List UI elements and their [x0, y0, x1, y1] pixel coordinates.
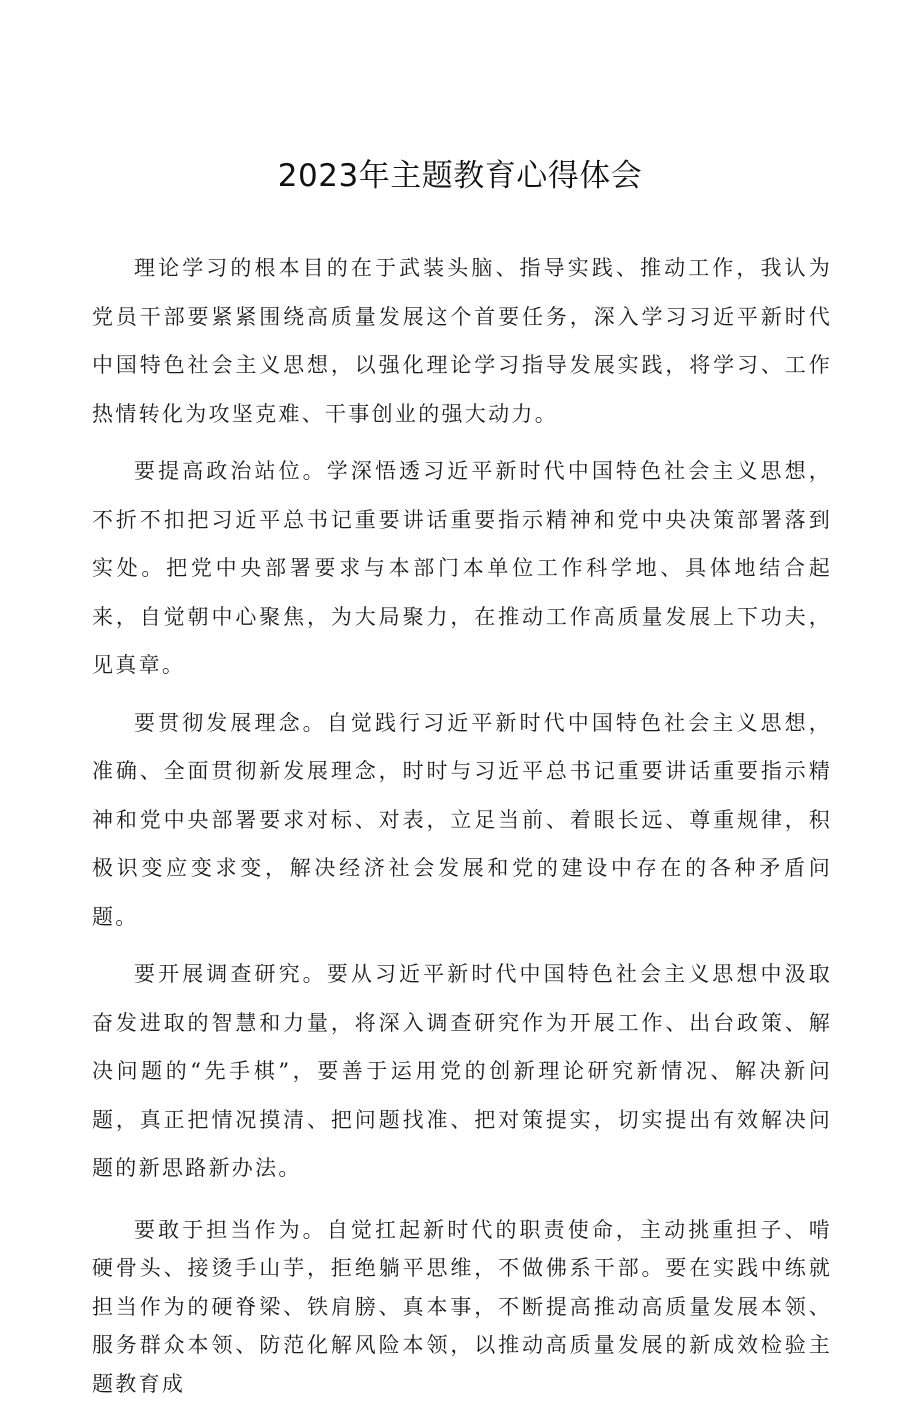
document-title: 2023年主题教育心得体会 [0, 150, 920, 195]
paragraph-responsibility: 要敢于担当作为。自觉扛起新时代的职责使命，主动挑重担子、啃硬骨头、接烫手山芋，拒绝躺平思维，不做佛系干部。要在实践中练就担当作为的硬脊梁、铁肩膀、真本事，不断提高推动高质量发展本领、服务群众本领、防范化解风险本领，以推动高质量发展的新成效检验主题教育成 [92, 1211, 832, 1403]
paragraph-development-philosophy: 要贯彻发展理念。自觉践行习近平新时代中国特色社会主义思想，准确、全面贯彻新发展理念，时时与习近平总书记重要讲话重要指示精神和党中央部署要求对标、对表，立足当前、着眼长远、尊重规律，积极识变应变求变，解决经济社会发展和党的建设中存在的各种矛盾问题。 [92, 699, 832, 942]
paragraph-theory-study: 理论学习的根本目的在于武装头脑、指导实践、推动工作，我认为党员干部要紧紧围绕高质量发展这个首要任务，深入学习习近平新时代中国特色社会主义思想，以强化理论学习指导发展实践，将学习、工作热情转化为攻坚克难、干事创业的强大动力。 [92, 244, 832, 438]
paragraph-investigation-research: 要开展调查研究。要从习近平新时代中国特色社会主义思想中汲取奋发进取的智慧和力量，将深入调查研究作为开展工作、出台政策、解决问题的“先手棋”，要善于运用党的创新理论研究新情况、解决新问题，真正把情况摸清、把问题找准、把对策提实，切实提出有效解决问题的新思路新办法。 [92, 950, 832, 1193]
document-body [92, 244, 832, 1403]
paragraph-political-standpoint: 要提高政治站位。学深悟透习近平新时代中国特色社会主义思想，不折不扣把习近平总书记重要讲话重要指示精神和党中央决策部署落到实处。把党中央部署要求与本部门本单位工作科学地、具体地结合起来，自觉朝中心聚焦，为大局聚力，在推动工作高质量发展上下功夫，见真章。 [92, 447, 832, 690]
